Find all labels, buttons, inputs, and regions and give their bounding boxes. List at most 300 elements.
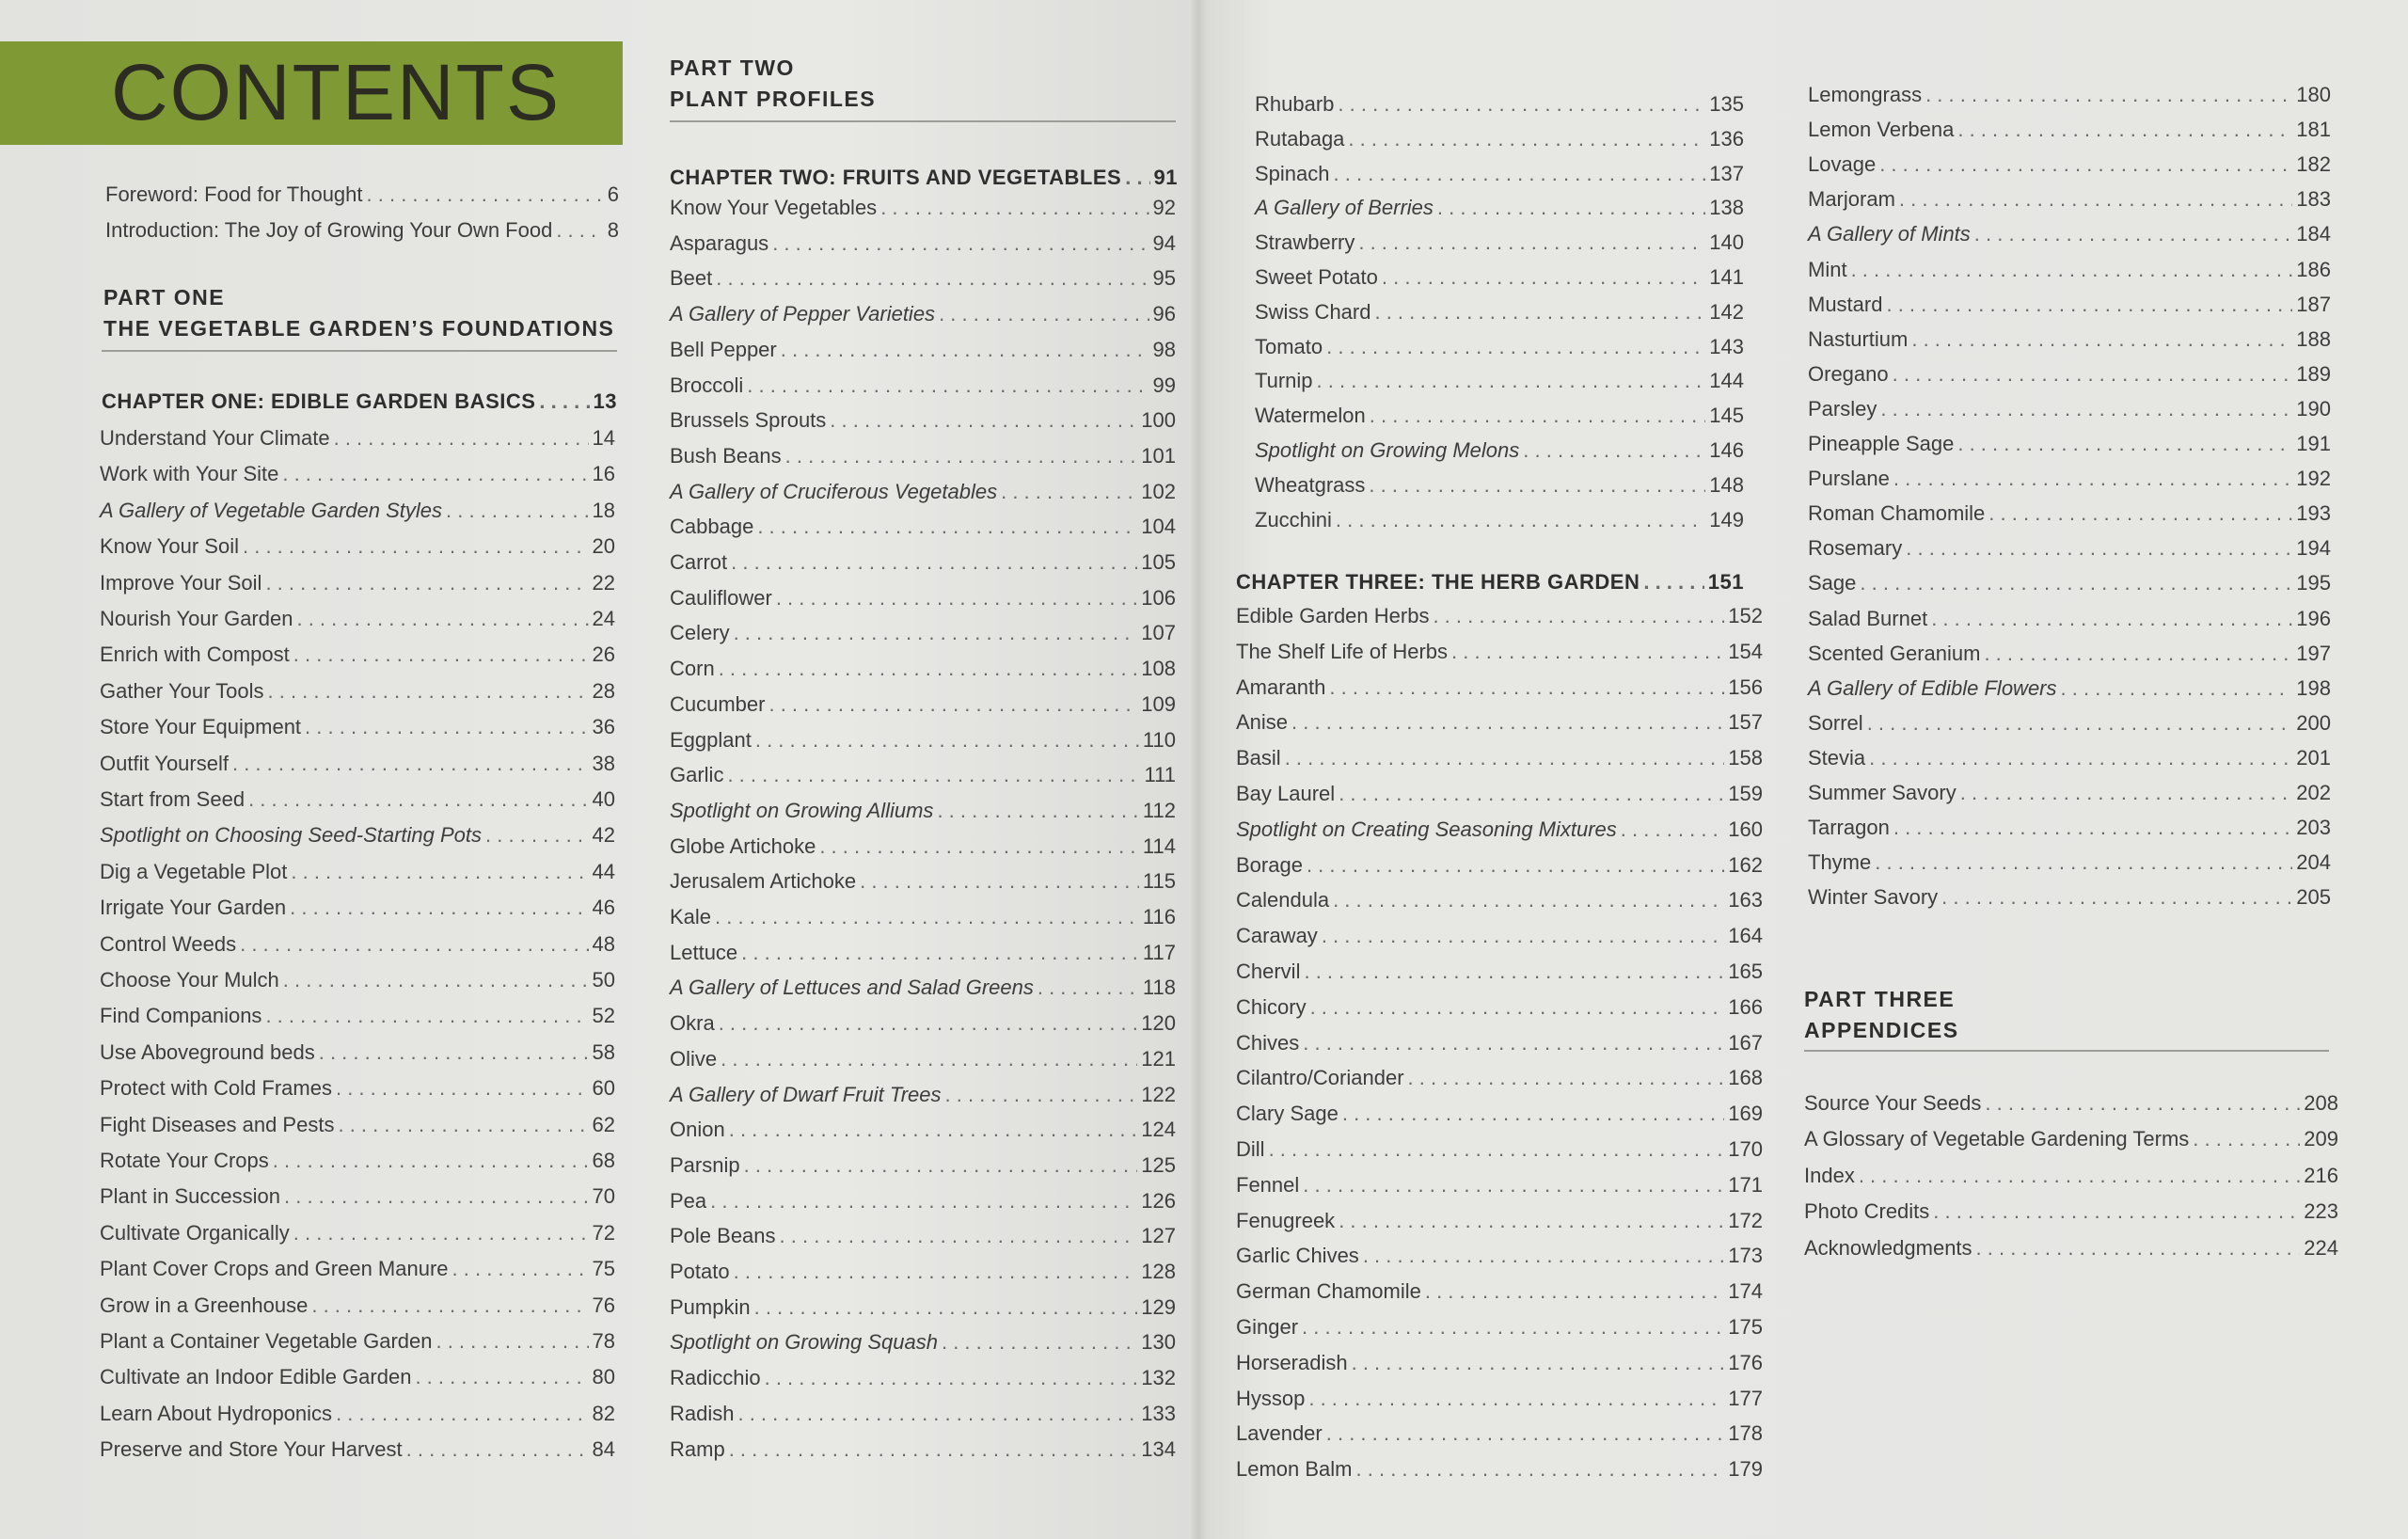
dot-leader xyxy=(1382,263,1705,292)
toc-entry-title: Acknowledgments xyxy=(1804,1235,1972,1260)
dot-leader xyxy=(1333,886,1724,914)
dot-leader xyxy=(1370,402,1706,430)
dot-leader xyxy=(283,966,589,994)
dot-leader xyxy=(1643,568,1703,596)
dot-leader xyxy=(719,1009,1138,1038)
dot-leader xyxy=(945,1081,1138,1109)
toc-entry-page: 169 xyxy=(1728,1102,1763,1126)
toc-entry-page: 50 xyxy=(592,968,615,992)
dot-leader xyxy=(1336,506,1705,534)
dot-leader xyxy=(2061,674,2293,703)
toc-entry xyxy=(670,1258,1176,1286)
toc-entry xyxy=(1808,465,2331,493)
toc-entry-page: 95 xyxy=(1152,266,1176,291)
toc-entry-title: Oregano xyxy=(1808,361,1889,386)
toc-entry xyxy=(100,1182,615,1211)
toc-entry xyxy=(1255,333,1744,361)
dot-leader xyxy=(1302,1313,1724,1341)
toc-entry-title: Eggplant xyxy=(670,727,752,752)
toc-entry-title: Learn About Hydroponics xyxy=(100,1401,333,1425)
dot-leader xyxy=(727,761,1140,789)
part-one-title: THE VEGETABLE GARDEN’S FOUNDATIONS xyxy=(103,316,615,341)
dot-leader xyxy=(248,785,588,814)
toc-entry-title: Lettuce xyxy=(670,940,738,964)
dot-leader xyxy=(1893,814,2292,842)
dot-leader xyxy=(1363,1242,1724,1270)
toc-entry xyxy=(1236,1171,1763,1199)
dot-leader xyxy=(1269,1135,1725,1164)
toc-entry-page: 173 xyxy=(1728,1244,1763,1268)
dot-leader xyxy=(485,821,588,849)
dot-leader xyxy=(744,1151,1138,1180)
toc-entry-page: 174 xyxy=(1728,1279,1763,1304)
toc-entry xyxy=(1236,1420,1763,1448)
toc-entry-page: 122 xyxy=(1141,1082,1176,1106)
part-one-label: PART ONE xyxy=(103,285,226,309)
toc-entry-page: 188 xyxy=(2296,326,2331,351)
toc-entry-page: 58 xyxy=(592,1039,615,1064)
dot-leader xyxy=(1348,125,1705,153)
toc-entry xyxy=(1808,116,2331,144)
toc-entry-title: A Glossary of Vegetable Gardening Terms xyxy=(1804,1127,2190,1151)
toc-entry xyxy=(1808,674,2331,703)
toc-entry-page: 48 xyxy=(592,931,615,956)
toc-entry-title: Plant a Container Vegetable Garden xyxy=(100,1329,433,1353)
toc-entry-page: 176 xyxy=(1728,1350,1763,1374)
dot-leader xyxy=(1425,1277,1724,1306)
dot-leader xyxy=(436,1327,588,1356)
toc-entry xyxy=(1236,993,1763,1022)
toc-entry xyxy=(670,442,1176,470)
toc-entry-page: 181 xyxy=(2296,118,2331,142)
toc-entry xyxy=(1236,886,1763,914)
toc-entry xyxy=(1808,256,2331,284)
toc-entry-title: Winter Savory xyxy=(1808,885,1939,910)
dot-leader xyxy=(939,300,1149,328)
toc-entry xyxy=(1808,534,2331,563)
toc-entry xyxy=(1808,185,2331,214)
toc-entry xyxy=(1236,922,1763,950)
dot-leader xyxy=(1859,1162,2300,1190)
toc-entry xyxy=(1808,709,2331,738)
toc-entry xyxy=(100,713,615,741)
toc-entry-title: Lemon Balm xyxy=(1236,1457,1353,1482)
toc-entry-title: Kale xyxy=(670,905,712,928)
toc-entry-title: Parsley xyxy=(1808,396,1877,420)
toc-entry xyxy=(100,785,615,814)
toc-entry-page: 106 xyxy=(1141,585,1176,610)
toc-entry-title: Hyssop xyxy=(1236,1386,1306,1410)
toc-entry-title: Bay Laurel xyxy=(1236,782,1336,805)
dot-leader xyxy=(265,569,588,597)
toc-entry-page: 182 xyxy=(2296,152,2331,177)
toc-entry-page: 111 xyxy=(1144,763,1176,787)
dot-leader xyxy=(284,1182,589,1211)
toc-entry xyxy=(1236,1207,1763,1235)
part-three-title: APPENDICES xyxy=(1804,1018,1959,1042)
toc-entry-page: 144 xyxy=(1709,369,1744,393)
chapter-heading xyxy=(1236,568,1744,596)
toc-entry-page: 157 xyxy=(1728,710,1763,735)
toc-entry xyxy=(100,1255,615,1283)
toc-entry-title: Rhubarb xyxy=(1255,92,1335,116)
toc-entry-title: Bell Pepper xyxy=(670,337,777,361)
toc-entry-page: 194 xyxy=(2296,536,2331,561)
part-one-rule xyxy=(102,350,617,352)
dot-leader xyxy=(1960,779,2293,807)
toc-entry-page: 187 xyxy=(2296,292,2331,316)
dot-leader xyxy=(1356,1455,1725,1483)
toc-entry-title: Garlic Chives xyxy=(1236,1244,1359,1268)
toc-entry xyxy=(670,833,1176,861)
dot-leader xyxy=(1867,709,2293,738)
toc-entry-title: Know Your Vegetables xyxy=(670,196,878,219)
toc-entry-page: 120 xyxy=(1141,1011,1176,1036)
toc-entry-page: 190 xyxy=(2296,396,2331,420)
dot-leader xyxy=(1125,164,1149,192)
toc-entry xyxy=(670,372,1176,400)
toc-entry-page: 159 xyxy=(1728,782,1763,805)
toc-entry-title: Sweet Potato xyxy=(1255,265,1378,289)
toc-entry-title: Sorrel xyxy=(1808,710,1863,735)
toc-entry xyxy=(670,336,1176,364)
toc-entry xyxy=(1236,1455,1763,1483)
toc-entry-title: Carrot xyxy=(670,550,728,574)
dot-leader xyxy=(776,584,1137,612)
toc-entry-title: Chicory xyxy=(1236,994,1307,1019)
dot-leader xyxy=(1329,674,1724,702)
part-two-heading xyxy=(670,53,876,115)
toc-entry xyxy=(1236,851,1763,880)
toc-entry xyxy=(100,460,615,488)
toc-entry xyxy=(670,1045,1176,1073)
toc-entry-page: 166 xyxy=(1728,994,1763,1019)
toc-entry-title: Lemongrass xyxy=(1808,83,1923,106)
dot-leader xyxy=(1957,430,2292,458)
toc-entry-title: Pineapple Sage xyxy=(1808,432,1955,455)
toc-entry-title: Nasturtium xyxy=(1808,326,1909,351)
toc-entry-title: Ginger xyxy=(1236,1315,1299,1339)
toc-entry xyxy=(1236,674,1763,702)
toc-entry xyxy=(100,1292,615,1320)
toc-entry-title: Grow in a Greenhouse xyxy=(100,1293,309,1317)
dot-leader xyxy=(937,797,1138,825)
dot-leader xyxy=(731,548,1137,577)
toc-entry-page: 75 xyxy=(592,1257,615,1281)
toc-entry-page: 184 xyxy=(2296,222,2331,246)
toc-entry-page: 196 xyxy=(2296,606,2331,630)
toc-entry-title: Lovage xyxy=(1808,152,1877,177)
toc-entry-page: 177 xyxy=(1728,1386,1763,1410)
toc-entry-title: Fennel xyxy=(1236,1172,1300,1197)
toc-entry-page: 6 xyxy=(607,182,619,206)
toc-entry-title: Spotlight on Choosing Seed-Starting Pots xyxy=(100,823,483,848)
toc-entry xyxy=(1808,744,2331,772)
toc-entry xyxy=(670,690,1176,719)
toc-entry-page: 98 xyxy=(1152,337,1176,361)
toc-entry-title: Chives xyxy=(1236,1030,1300,1055)
dot-leader xyxy=(2193,1125,2300,1153)
dot-leader xyxy=(240,930,588,959)
toc-entry-page: 175 xyxy=(1728,1315,1763,1339)
toc-entry-title: Swiss Chard xyxy=(1255,299,1371,324)
toc-entry-page: 124 xyxy=(1141,1118,1176,1142)
toc-entry-page: 202 xyxy=(2296,781,2331,804)
toc-entry-page: 107 xyxy=(1141,621,1176,645)
toc-entry-title: Spotlight on Growing Squash xyxy=(670,1330,938,1355)
toc-entry xyxy=(1236,1029,1763,1057)
dot-leader xyxy=(765,1364,1138,1392)
toc-entry-page: 135 xyxy=(1709,92,1744,116)
toc-entry-page: 186 xyxy=(2296,257,2331,281)
toc-entry-page: 125 xyxy=(1141,1152,1176,1177)
dot-leader xyxy=(1001,478,1137,506)
toc-entry-page: 223 xyxy=(2304,1199,2338,1224)
toc-entry-title: Understand Your Climate xyxy=(100,426,330,450)
toc-entry-title: Chervil xyxy=(1236,960,1301,983)
toc-entry xyxy=(670,548,1176,577)
toc-entry-page: 44 xyxy=(592,859,615,883)
dot-leader xyxy=(336,1074,589,1103)
dot-leader xyxy=(1957,116,2292,144)
toc-entry-page: 118 xyxy=(1142,976,1176,1000)
dot-leader xyxy=(415,1363,588,1391)
toc-entry-page: 99 xyxy=(1152,373,1176,397)
toc-entry xyxy=(100,1147,615,1175)
toc-entry-page: 178 xyxy=(1728,1421,1763,1446)
toc-entry-title: CHAPTER ONE: EDIBLE GARDEN BASICS xyxy=(102,389,536,413)
toc-entry-title: Summer Savory xyxy=(1808,781,1956,804)
toc-entry-page: 108 xyxy=(1141,657,1176,681)
toc-entry-title: Pumpkin xyxy=(670,1294,751,1319)
toc-entry xyxy=(670,1222,1176,1250)
dot-leader xyxy=(1308,1385,1724,1413)
toc-entry-title: Celery xyxy=(670,621,730,645)
dot-leader xyxy=(772,230,1149,258)
toc-entry-title: Photo Credits xyxy=(1804,1199,1930,1224)
toc-entry-title: Ramp xyxy=(670,1436,725,1461)
toc-entry xyxy=(670,264,1176,293)
toc-entry xyxy=(670,797,1176,825)
toc-entry-title: Scented Geranium xyxy=(1808,641,1981,665)
dot-leader xyxy=(754,1293,1138,1322)
dot-leader xyxy=(319,1039,589,1067)
toc-entry-title: The Shelf Life of Herbs xyxy=(1236,639,1449,663)
toc-entry-title: Source Your Seeds xyxy=(1804,1091,1982,1115)
dot-leader xyxy=(1326,333,1705,361)
toc-entry xyxy=(670,478,1176,506)
toc-entry xyxy=(100,1219,615,1247)
toc-entry-page: 91 xyxy=(1153,166,1178,189)
toc-entry xyxy=(1804,1125,2338,1153)
toc-entry-page: 193 xyxy=(2296,501,2331,526)
toc-entry xyxy=(1236,816,1763,844)
dot-leader xyxy=(1899,185,2292,214)
dot-leader xyxy=(446,497,589,525)
toc-entry-title: Dig a Vegetable Plot xyxy=(100,859,288,883)
toc-entry xyxy=(1808,569,2331,597)
toc-entry-title: Globe Artichoke xyxy=(670,833,816,858)
dot-leader xyxy=(1303,1171,1724,1199)
toc-entry-page: 138 xyxy=(1709,196,1744,220)
toc-entry-page: 136 xyxy=(1709,126,1744,151)
dot-leader xyxy=(1933,1198,2300,1226)
toc-entry-page: 141 xyxy=(1709,265,1744,289)
dot-leader xyxy=(729,1116,1138,1144)
toc-entry-title: Spotlight on Growing Alliums xyxy=(670,798,934,822)
toc-entry-title: Stevia xyxy=(1808,745,1866,770)
toc-entry xyxy=(670,903,1176,931)
toc-entry xyxy=(1808,605,2331,633)
toc-entry xyxy=(670,194,1176,222)
dot-leader xyxy=(721,1045,1137,1073)
toc-entry-page: 205 xyxy=(2296,885,2331,910)
toc-entry-page: 96 xyxy=(1152,302,1176,326)
dot-leader xyxy=(785,442,1138,470)
toc-entry-title: Tomato xyxy=(1255,334,1323,358)
toc-entry-title: Index xyxy=(1804,1163,1855,1187)
toc-entry-page: 172 xyxy=(1728,1208,1763,1232)
dot-leader xyxy=(338,1111,588,1139)
toc-entry-title: A Gallery of Lettuces and Salad Greens xyxy=(670,976,1034,1000)
toc-entry-title: Spinach xyxy=(1255,161,1330,185)
toc-entry-page: 137 xyxy=(1709,161,1744,185)
toc-entry xyxy=(1255,506,1744,534)
toc-entry-page: 128 xyxy=(1141,1260,1176,1283)
toc-entry xyxy=(670,406,1176,435)
toc-entry xyxy=(100,532,615,561)
toc-entry xyxy=(105,181,619,209)
toc-entry xyxy=(100,894,615,922)
dot-leader xyxy=(282,460,588,488)
toc-entry-page: 117 xyxy=(1142,940,1176,964)
toc-entry-page: 164 xyxy=(1728,924,1763,948)
toc-entry xyxy=(1236,1313,1763,1341)
dot-leader xyxy=(273,1147,589,1175)
dot-leader xyxy=(719,655,1138,683)
toc-entry xyxy=(670,619,1176,647)
toc-entry-page: 149 xyxy=(1709,507,1744,532)
toc-entry-page: 142 xyxy=(1709,299,1744,324)
toc-entry-page: 145 xyxy=(1709,404,1744,428)
toc-entry xyxy=(1255,160,1744,188)
dot-leader xyxy=(755,726,1139,754)
toc-entry-title: Potato xyxy=(670,1260,730,1283)
part-three-label: PART THREE xyxy=(1804,987,1956,1011)
toc-entry xyxy=(1236,1277,1763,1306)
toc-entry-page: 170 xyxy=(1728,1137,1763,1161)
toc-entry-title: A Gallery of Pepper Varieties xyxy=(670,302,936,326)
toc-entry-page: 133 xyxy=(1141,1401,1176,1425)
toc-entry xyxy=(100,821,615,849)
toc-entry-page: 163 xyxy=(1728,888,1763,912)
toc-entry-page: 68 xyxy=(592,1149,615,1172)
toc-entry-page: 195 xyxy=(2296,571,2331,595)
toc-entry xyxy=(670,726,1176,754)
dot-leader xyxy=(1860,569,2292,597)
toc-entry-page: 151 xyxy=(1707,570,1744,594)
toc-entry-title: Marjoram xyxy=(1808,187,1895,212)
toc-entry xyxy=(100,1074,615,1103)
toc-entry-page: 134 xyxy=(1141,1436,1176,1461)
toc-entry xyxy=(670,513,1176,541)
toc-entry-title: Pole Beans xyxy=(670,1224,776,1248)
dot-leader xyxy=(1911,325,2292,354)
toc-entry-page: 168 xyxy=(1728,1066,1763,1090)
toc-entry-title: Radicchio xyxy=(670,1366,761,1390)
toc-entry xyxy=(670,1436,1176,1464)
dot-leader xyxy=(556,216,603,245)
toc-entry xyxy=(670,230,1176,258)
toc-entry-page: 112 xyxy=(1142,798,1176,822)
toc-entry xyxy=(1804,1198,2338,1226)
toc-entry-title: Spotlight on Growing Melons xyxy=(1255,438,1520,462)
toc-entry-page: 201 xyxy=(2296,745,2331,770)
toc-entry-title: Okra xyxy=(670,1011,715,1036)
dot-leader xyxy=(880,194,1149,222)
toc-entry xyxy=(100,1400,615,1428)
toc-entry-page: 60 xyxy=(592,1076,615,1101)
toc-entry xyxy=(670,1293,1176,1322)
toc-entry-page: 110 xyxy=(1142,727,1176,752)
toc-entry xyxy=(1808,360,2331,389)
dot-leader xyxy=(734,619,1138,647)
toc-entry xyxy=(1808,395,2331,423)
dot-leader xyxy=(734,1258,1138,1286)
toc-entry xyxy=(1808,814,2331,842)
toc-entry-title: Horseradish xyxy=(1236,1350,1348,1374)
toc-entry-title: Borage xyxy=(1236,852,1303,877)
toc-entry-title: German Chamomile xyxy=(1236,1279,1421,1304)
toc-entry-page: 140 xyxy=(1709,230,1744,255)
toc-entry-page: 197 xyxy=(2296,641,2331,665)
toc-entry-title: Broccoli xyxy=(670,373,744,397)
toc-entry-page: 20 xyxy=(592,534,615,559)
toc-entry xyxy=(100,1111,615,1139)
dot-leader xyxy=(296,605,588,633)
dot-leader xyxy=(265,1002,588,1030)
toc-entry-page: 127 xyxy=(1141,1224,1176,1248)
dot-leader xyxy=(1893,360,2293,389)
dot-leader xyxy=(1931,605,2292,633)
toc-entry-page: 114 xyxy=(1142,833,1176,858)
toc-entry xyxy=(1804,1234,2338,1262)
toc-entry-title: Thyme xyxy=(1808,850,1872,875)
dot-leader xyxy=(757,513,1137,541)
dot-leader xyxy=(1893,465,2292,493)
toc-entry-page: 126 xyxy=(1141,1188,1176,1213)
toc-entry xyxy=(1808,81,2331,109)
dot-leader xyxy=(830,406,1137,435)
toc-entry-title: Cilantro/Coriander xyxy=(1236,1066,1404,1090)
toc-entry-title: Watermelon xyxy=(1255,404,1366,428)
dot-leader xyxy=(1925,81,2292,109)
dot-leader xyxy=(1875,849,2292,877)
toc-entry-page: 16 xyxy=(592,462,615,486)
dot-leader xyxy=(1906,534,2292,563)
toc-entry xyxy=(105,216,619,245)
toc-entry xyxy=(1255,298,1744,326)
dot-leader xyxy=(1352,1349,1725,1377)
toc-entry-title: Protect with Cold Frames xyxy=(100,1076,332,1101)
dot-leader xyxy=(1433,602,1724,630)
toc-entry-page: 203 xyxy=(2296,816,2331,840)
dot-leader xyxy=(715,903,1139,931)
dot-leader xyxy=(1974,220,2292,248)
toc-entry xyxy=(1236,638,1763,666)
toc-entry-title: Sage xyxy=(1808,571,1857,595)
dot-leader xyxy=(243,532,589,561)
